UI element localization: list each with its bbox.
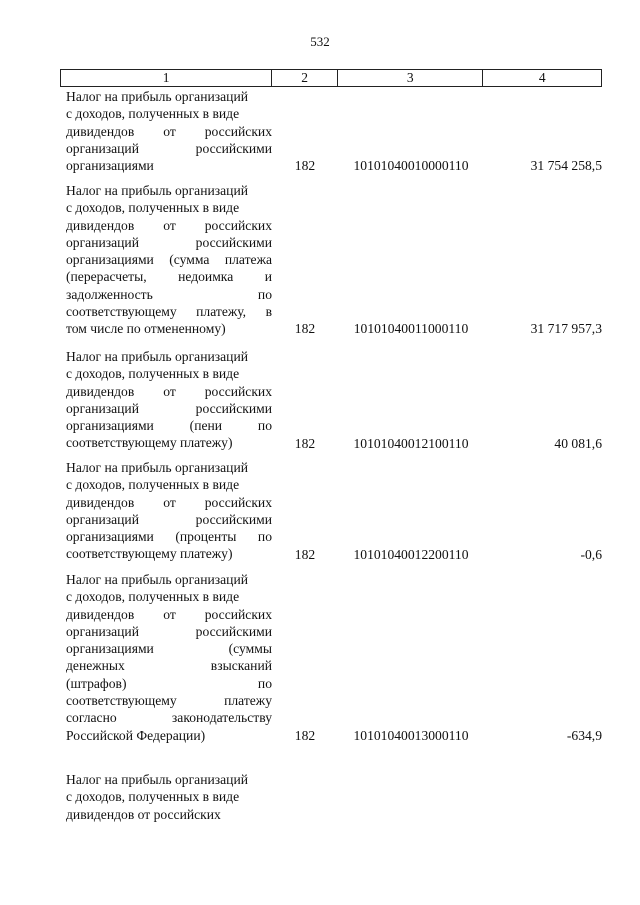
description-line: организаций российскими <box>66 234 272 250</box>
description-line: Налог на прибыль организаций <box>66 572 248 587</box>
description-line: соответствующему платежу) <box>66 435 233 451</box>
column-header-2: 2 <box>272 70 338 86</box>
description-line: с доходов, полученных в виде <box>66 106 240 122</box>
description-line: Налог на прибыль организаций <box>66 183 248 198</box>
description-line: согласно законодательству <box>66 710 272 726</box>
description-line: соответствующему платежу, в <box>66 304 272 320</box>
description-line: соответствующему платежу <box>66 693 272 709</box>
tax-description <box>66 771 272 823</box>
description-line: дивидендов от российских <box>66 123 272 139</box>
description-line: с доходов, полученных в виде <box>66 200 240 216</box>
description-line: дивидендов от российских <box>66 383 272 399</box>
tax-description <box>66 571 272 744</box>
amount-value: 40 081,6 <box>554 435 602 451</box>
description-line: дивидендов от российских <box>66 494 272 510</box>
description-line: Налог на прибыль организаций <box>66 349 248 364</box>
description-line: дивидендов от российских <box>66 806 221 822</box>
description-line: с доходов, полученных в виде <box>66 477 240 493</box>
column-header-4: 4 <box>538 70 546 85</box>
description-line: организациями (проценты по <box>66 529 272 545</box>
tax-description <box>66 182 272 338</box>
description-line: организаций российскими <box>66 400 272 416</box>
description-line: организациями (сумма платежа <box>66 252 272 268</box>
budget-classification-code: 10101040013000110 <box>353 727 469 743</box>
budget-classification-code: 10101040010000110 <box>353 158 469 174</box>
description-line: организаций российскими <box>66 623 272 639</box>
budget-classification-code: 10101040012200110 <box>353 546 469 562</box>
amount-value: -634,9 <box>566 727 602 743</box>
admin-code: 182 <box>294 546 316 562</box>
tax-description <box>66 88 272 174</box>
column-header-3: 3 <box>338 70 483 86</box>
description-line: денежных взысканий <box>66 658 272 674</box>
admin-code: 182 <box>294 727 316 743</box>
description-line: соответствующему платежу) <box>66 546 233 562</box>
description-line: с доходов, полученных в виде <box>66 789 240 805</box>
description-line: Налог на прибыль организаций <box>66 460 248 475</box>
description-line: задолженность по <box>66 286 272 302</box>
tax-description <box>66 459 272 563</box>
description-line: с доходов, полученных в виде <box>66 589 240 605</box>
description-line: организаций российскими <box>66 511 272 527</box>
admin-code: 182 <box>294 321 316 337</box>
table-header <box>60 69 602 87</box>
description-line: том числе по отмененному) <box>66 321 226 337</box>
description-line: организаций российскими <box>66 140 272 156</box>
admin-code: 182 <box>294 158 316 174</box>
amount-value: 31 717 957,3 <box>530 321 602 337</box>
description-line: организациями (суммы <box>66 641 272 657</box>
tax-description <box>66 348 272 452</box>
budget-classification-code: 10101040011000110 <box>353 321 469 337</box>
description-line: дивидендов от российских <box>66 217 272 233</box>
description-line: (штрафов) по <box>66 675 272 691</box>
description-line: организациями (пени по <box>66 418 272 434</box>
description-line: дивидендов от российских <box>66 606 272 622</box>
budget-classification-code: 10101040012100110 <box>353 435 469 451</box>
description-line: (перерасчеты, недоимка и <box>66 269 272 285</box>
description-line: организациями <box>66 158 154 174</box>
description-line: Налог на прибыль организаций <box>66 772 248 787</box>
amount-value: 31 754 258,5 <box>530 158 602 174</box>
admin-code: 182 <box>294 435 316 451</box>
page-number: 532 <box>310 34 330 49</box>
amount-value: -0,6 <box>580 546 602 562</box>
description-line: Налог на прибыль организаций <box>66 89 248 104</box>
column-header-1: 1 <box>61 70 272 86</box>
description-line: с доходов, полученных в виде <box>66 366 240 382</box>
budget-table <box>60 69 602 87</box>
description-line: Российской Федерации) <box>66 727 206 743</box>
